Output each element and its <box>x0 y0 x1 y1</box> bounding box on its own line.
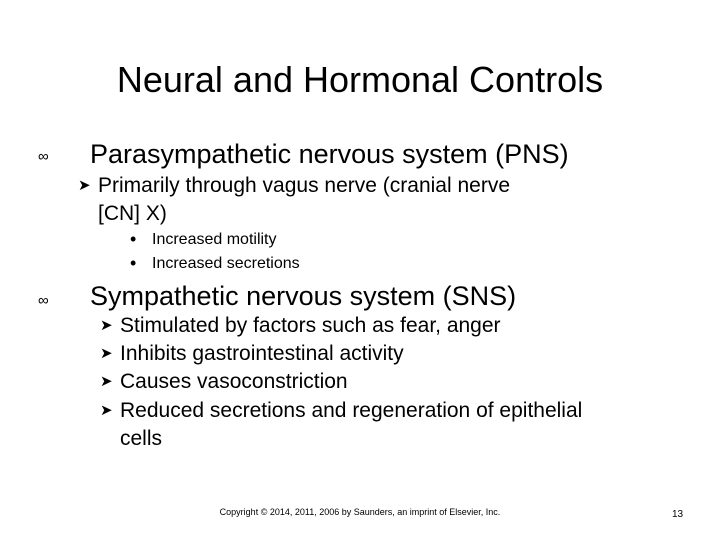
list-item-continuation: [CN] X) <box>98 202 167 225</box>
list-item: Inhibits gastrointestinal activity <box>120 342 404 365</box>
list-item: Reduced secretions and regeneration of epithelial <box>120 399 583 422</box>
list-item: Primarily through vagus nerve (cranial nerve <box>98 174 511 197</box>
arrow-bullet-icon: ➤ <box>78 177 91 194</box>
arrow-bullet-icon: ➤ <box>100 345 113 362</box>
page-number: 13 <box>672 509 684 520</box>
sub-list-item: Increased motility <box>152 231 277 248</box>
slide-title: Neural and Hormonal Controls <box>116 59 604 100</box>
dot-bullet-icon: • <box>130 253 137 273</box>
section-heading-sns: Sympathetic nervous system (SNS) <box>90 281 517 311</box>
copyright-footer: Copyright © 2014, 2011, 2006 by Saunders, an imprint of Elsevier, Inc. <box>219 507 501 517</box>
arrow-bullet-icon: ➤ <box>100 402 113 419</box>
list-item: Stimulated by factors such as fear, anger <box>120 314 501 337</box>
dot-bullet-icon: • <box>130 229 137 249</box>
list-item-continuation: cells <box>120 427 163 450</box>
sub-list-item: Increased secretions <box>152 255 300 272</box>
swirl-bullet-icon: ∞ <box>38 292 49 309</box>
swirl-bullet-icon: ∞ <box>38 148 49 165</box>
arrow-bullet-icon: ➤ <box>100 373 113 390</box>
section-heading-pns: Parasympathetic nervous system (PNS) <box>90 139 569 169</box>
list-item: Causes vasoconstriction <box>120 370 348 393</box>
arrow-bullet-icon: ➤ <box>100 317 113 334</box>
